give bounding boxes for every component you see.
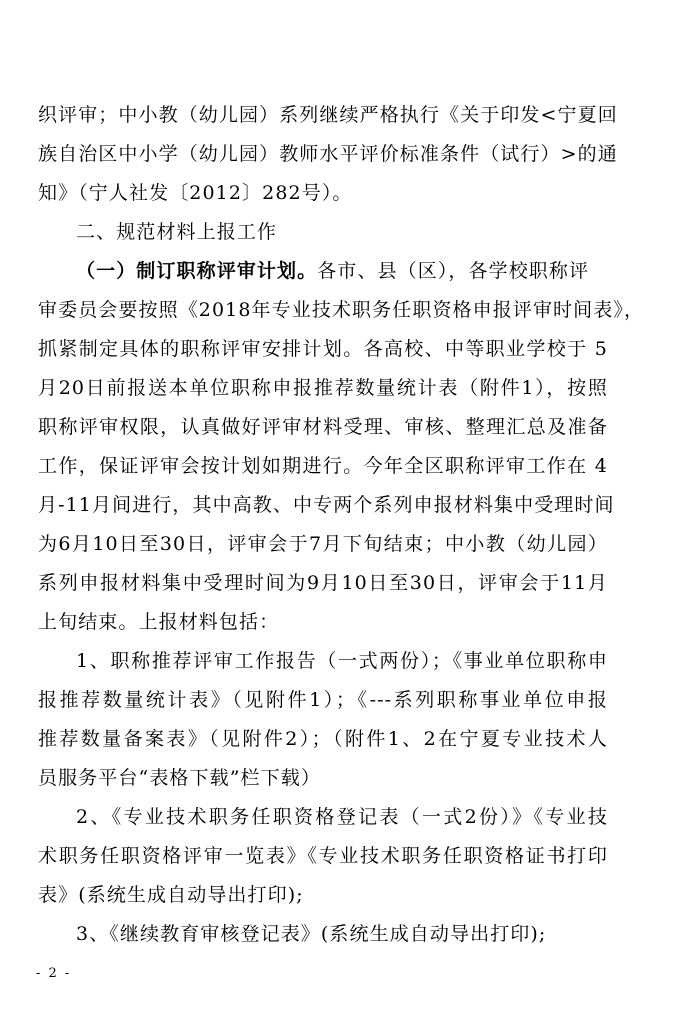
paragraph-line: 职称评审权限，认真做好评审材料受理、审核、整理汇总及准备 [38,416,608,438]
paragraph-line: 抓紧制定具体的职称评审安排计划。各高校、中等职业学校于 5 [38,338,608,360]
subsection-line [38,252,608,291]
paragraph-line: 月-11月间进行，其中高教、中专两个系列申报材料集中受理时间 [38,494,615,516]
document-body [38,96,645,954]
list-item-line: 2、《专业技术职务任职资格登记表（一式2份）》《专业技 [76,806,608,828]
list-item-line: 3、《继续教育审核登记表》(系统生成自动导出打印); [76,923,547,945]
list-item-line: 员服务平台“表格下载”栏下载） [38,767,321,789]
paragraph-line: 系列申报材料集中受理时间为9月10日至30日，评审会于11月 [38,572,608,594]
paragraph-line: 审委员会要按照《2018年专业技术职务任职资格申报评审时间表》， [38,299,645,321]
list-item-line: 推荐数量备案表》（见附件2）；（附件1、2在宁夏专业技术人 [38,728,608,750]
paragraph-text: 各市、县（区），各学校职称评 [317,260,590,282]
list-item-line: 表》(系统生成自动导出打印); [38,884,304,906]
list-item-line: 术职务任职资格评审一览表》《专业技术职务任职资格证书打印 [38,845,608,867]
paragraph-line: 为6月10日至30日，评审会于7月下旬结束；中小教（幼儿园） [38,533,608,555]
list-item-line: 1、职称推荐评审工作报告（一式两份）；《事业单位职称申 [76,650,608,672]
paragraph-line: 织评审；中小教（幼儿园）系列继续严格执行《关于印发<宁夏回 [38,104,618,126]
subsection-heading: （一）制订职称评审计划。 [76,260,318,282]
section-heading: 二、规范材料上报工作 [76,221,278,243]
paragraph-line: 知》（宁人社发〔2012〕282号）。 [38,182,353,204]
paragraph-line: 上旬结束。上报材料包括： [38,611,280,633]
paragraph-line: 族自治区中小学（幼儿园）教师水平评价标准条件（试行）>的通 [38,143,618,165]
paragraph-line: 工作，保证评审会按计划如期进行。今年全区职称评审工作在 4 [38,455,608,477]
paragraph-line: 月20日前报送本单位职称申报推荐数量统计表（附件1），按照 [38,377,608,399]
page-number: - 2 - [36,966,72,981]
list-item-line: 报推荐数量统计表》（见附件1）；《---系列职称事业单位申报 [38,689,608,711]
